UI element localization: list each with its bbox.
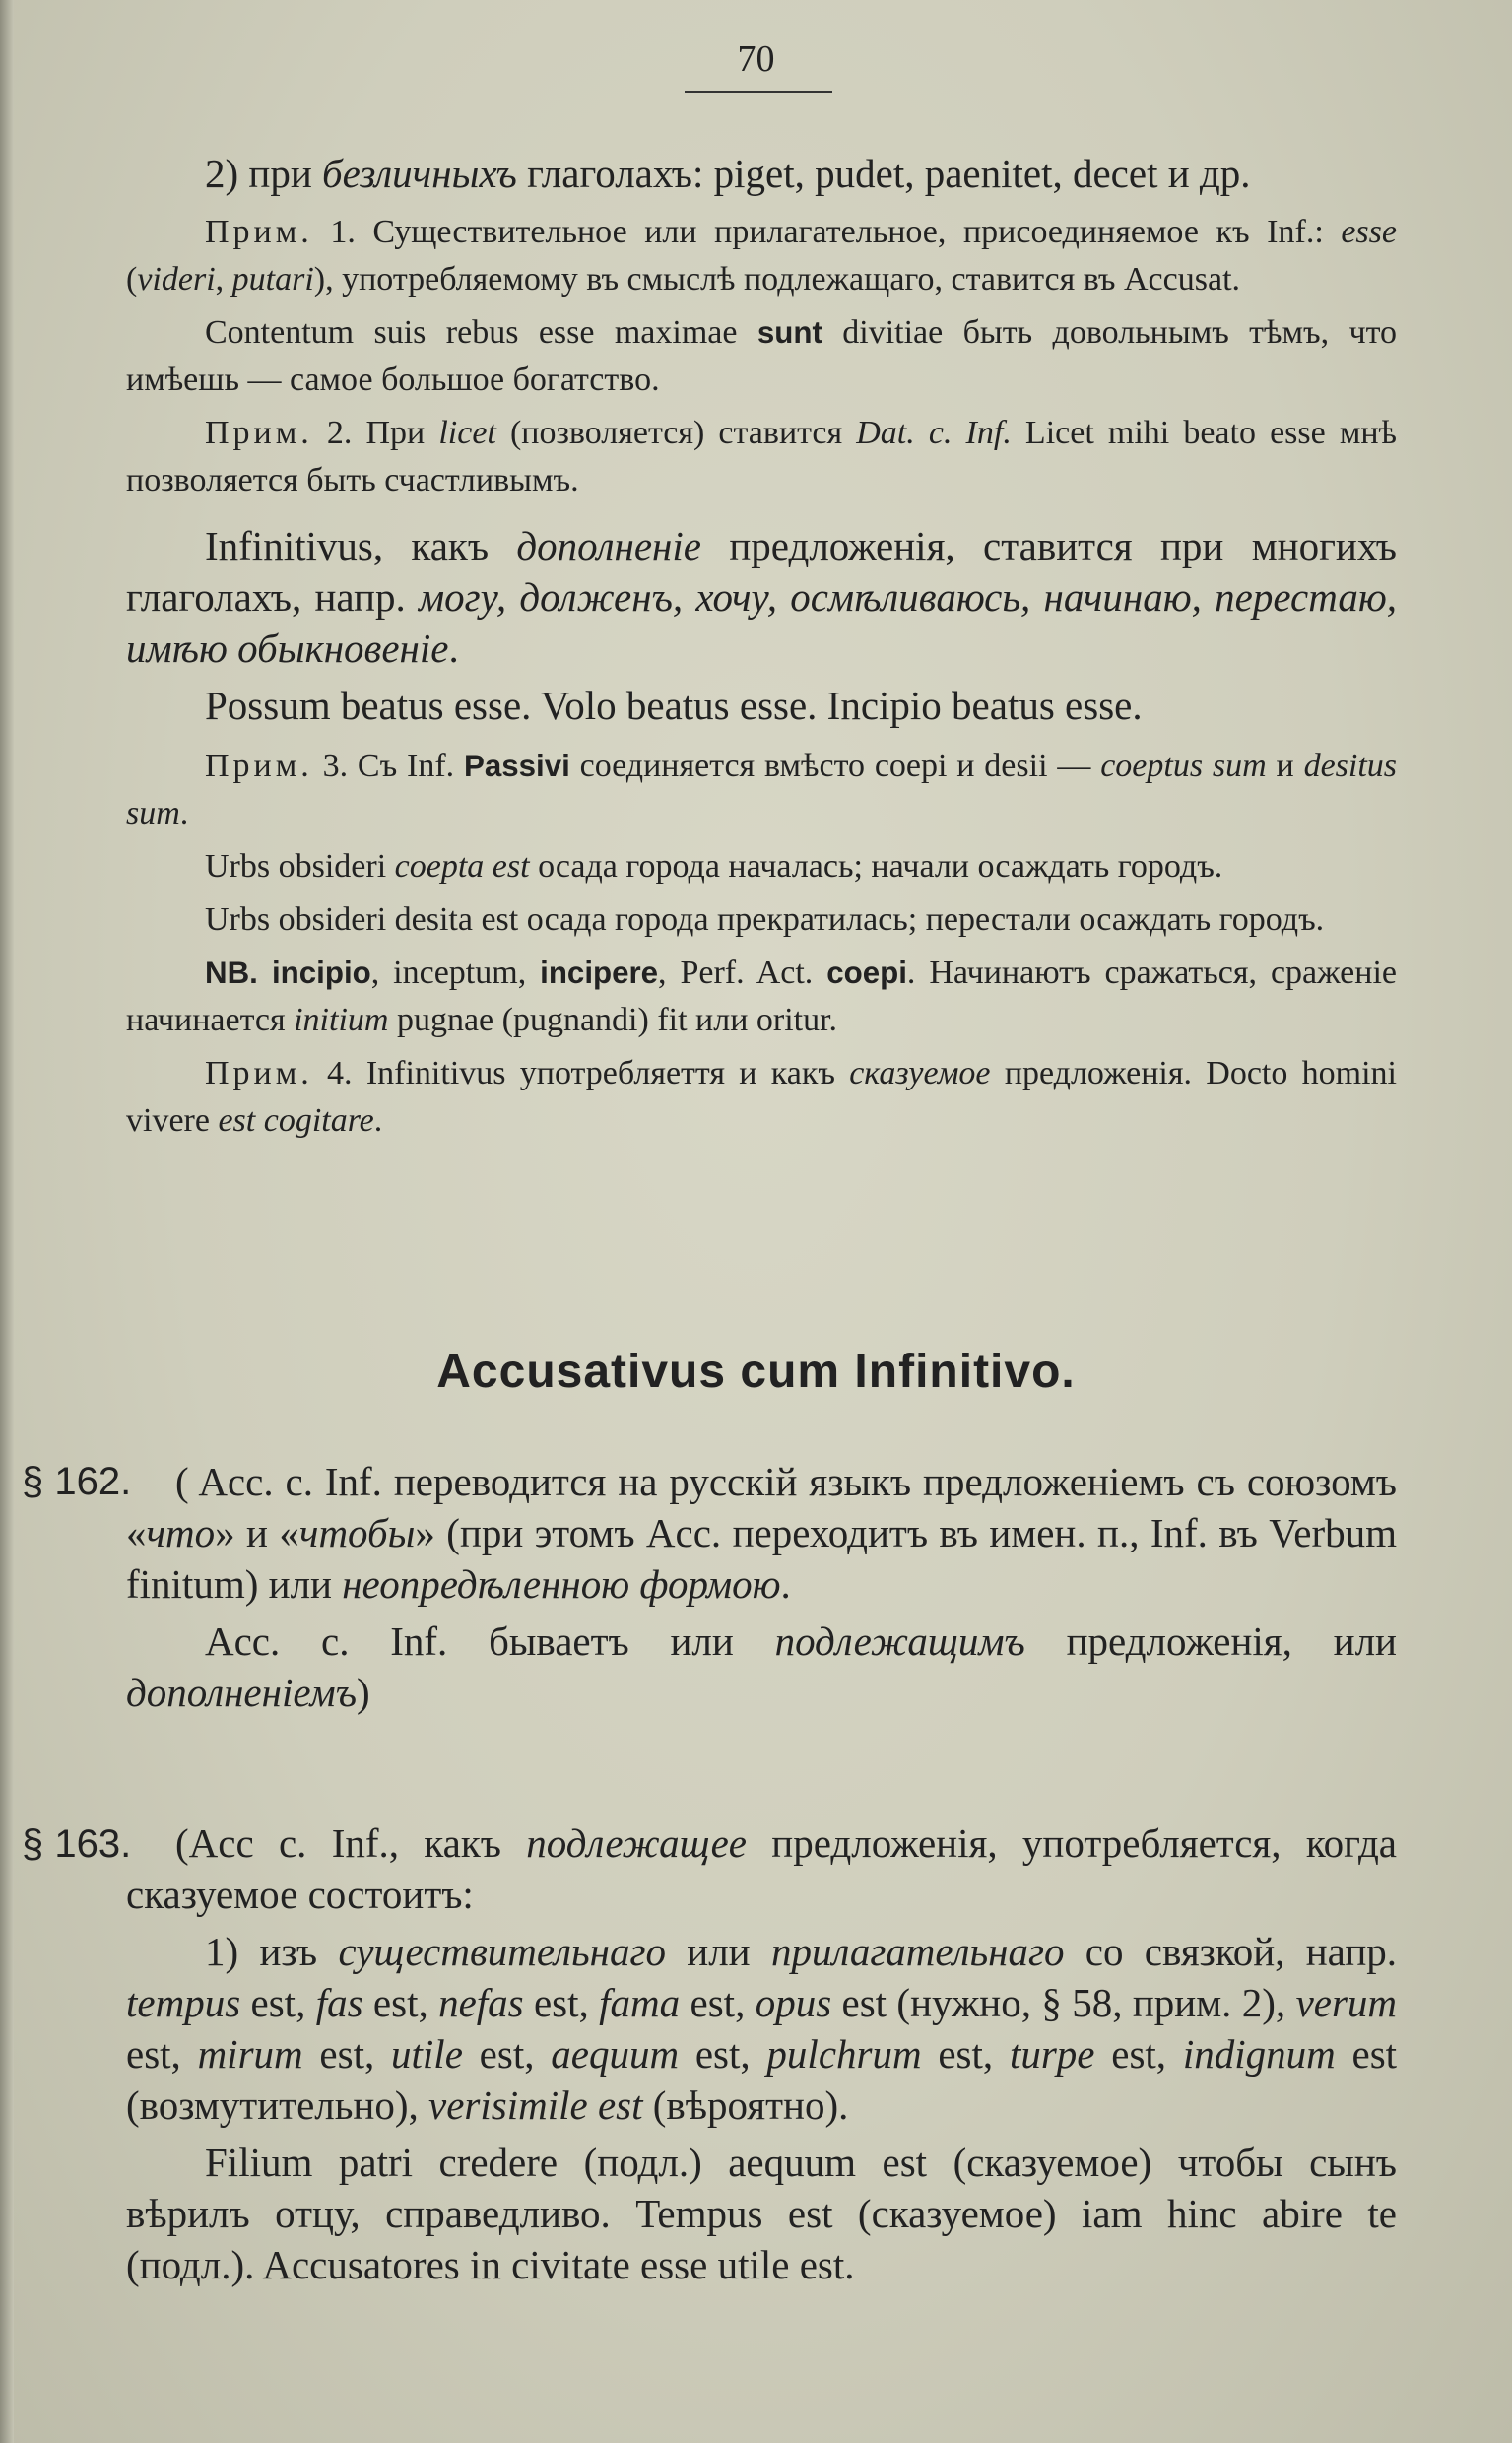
infinitivus-intro: Infinitivus, какъ дополненіе предложенія, ставится при многихъ глаголахъ, напр. могу, долженъ, хочу, осмѣливаюсь, начинаю, перестаю, имѣю обыкновеніе. [126, 523, 1398, 671]
impersonal-verbs-line: 2) при безличныхъ глаголахъ: piget, pudet, paenitet, decet и др. [205, 151, 1251, 196]
top-section [126, 148, 1397, 1145]
section-163 [126, 1817, 1397, 2290]
section-163-examples: Filium patri credere (подл.) aequum est (сказуемое) чтобы сынъ вѣрилъ отцу, справедливо. Tempus est (сказуемое) iam hinc abire te (подл.). Accusatores in civitate esse utile est. [126, 2140, 1397, 2287]
page-edge [0, 0, 14, 2443]
section-162 [126, 1456, 1397, 1718]
urbs-example-2: Urbs obsideri desita est осада города прекратилась; перестали осаждать городъ. [205, 901, 1325, 938]
page-number: 70 [737, 38, 775, 80]
section-163-number: § 163. [22, 1822, 132, 1866]
nb-note: NB. incipio, inceptum, incipere, Perf. Act. coepi. Начинаютъ сражаться, сраженіе начинается initium pugnae (pugnandi) fit или oritur. [126, 955, 1398, 1038]
contentum-example: Contentum suis rebus esse maximae sunt divitiae быть довольнымъ тѣмъ, что имѣешь — самое большое богатство. [126, 314, 1397, 398]
note-2: Прим. 2. При licet (позволяется) ставится Dat. c. Inf. Licet mihi beato esse мнѣ позволяется быть счастливымъ. [126, 415, 1397, 498]
section-163-para-1: (Acc c. Inf., какъ подлежащее предложенія, употребляется, когда сказуемое состоитъ: [126, 1820, 1398, 1917]
possum-example: Possum beatus esse. Volo beatus esse. Incipio beatus esse. [205, 683, 1143, 728]
urbs-example-1: Urbs obsideri coepta est осада города началась; начали осаждать городъ. [205, 848, 1223, 885]
page-number-rule [685, 91, 832, 93]
section-162-number: § 162. [22, 1460, 132, 1503]
note-4: Прим. 4. Infinitivus употребляеття и какъ сказуемое предложенія. Docto homini vivere est cogitare. [126, 1055, 1397, 1139]
section-163-para-2: 1) изъ существительнаго или прилагательнаго со связкой, напр. tempus est, fas est, nefas est, fama est, opus est (нужно, § 58, прим. 2), verum est, mirum est, utile est, aequum est, pulchrum est, turpe est, indignum est (возмутительно), verisimile est (вѣроятно). [126, 1929, 1398, 2128]
note-1: Прим. 1. Существительное или прилагательное, присоединяемое къ Inf.: esse (videri, putari), употребляемому въ смыслѣ подлежащаго, ставится въ Accusat. [126, 214, 1397, 297]
section-162-para-1: ( Acc. c. Inf. переводится на русскій языкъ предложеніемъ съ союзомъ «что» и «чтобы» (при этомъ Acc. переходитъ въ имен. п., Inf. въ Verbum finitum) или неопредѣленною формою. [126, 1459, 1397, 1607]
note-3: Прим. 3. Съ Inf. Passivi соединяется вмѣсто coepi и desii — coeptus sum и desitus sum. [126, 748, 1398, 831]
section-162-para-2: Acc. c. Inf. бываетъ или подлежащимъ предложенія, или дополненіемъ) [126, 1618, 1397, 1715]
section-heading: Accusativus cum Infinitivo. [436, 1346, 1076, 1398]
